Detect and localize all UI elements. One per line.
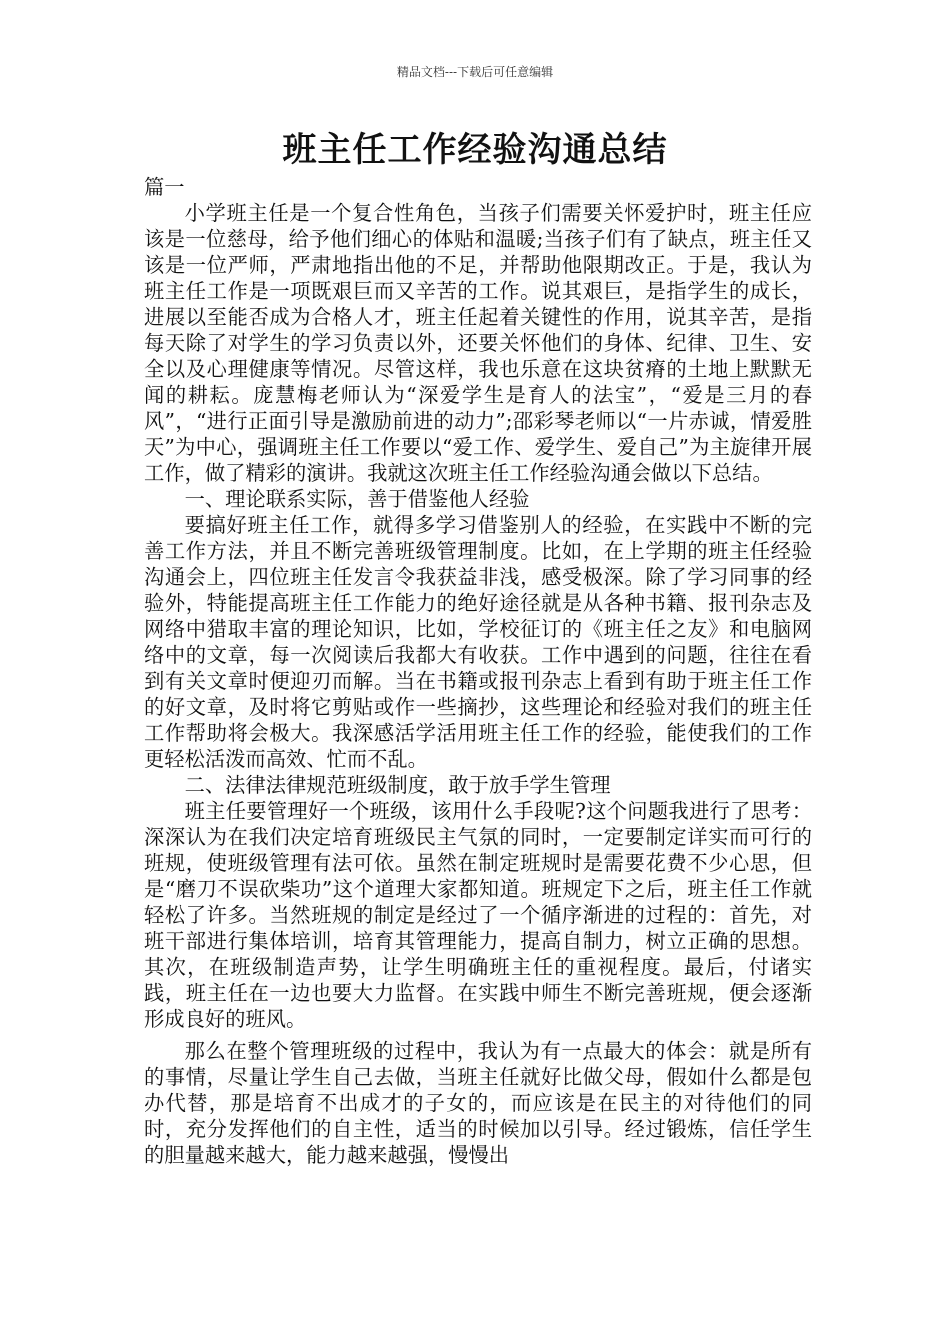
section-heading-2: 二、法律法律规范班级制度，敢于放手学生管理: [184, 773, 611, 797]
body-paragraph-2: 班主任要管理好一个班级，该用什么手段呢?这个问题我进行了思考：深深认为在我们决定培育班级民主气氛的同时，一定要制定详实而可行的班规，使班级管理有法可依。虽然在制定班规时是需要花费不少心思，但是“磨刀不误砍柴功”这个道理大家都知道。班规定下之后，班主任工作就轻松了许多。当然班规的制定是经过了一个循序渐进的过程的：首先，对班干部进行集体培训，培育其管理能力，提高自制力，树立正确的思想。其次，在班级制造声势，让学生明确班主任的重视程度。最后，付诸实践，班主任在一边也要大力监督。在实践中师生不断完善班规，便会逐渐形成良好的班风。: [144, 799, 812, 1031]
section-label: 篇一: [144, 175, 185, 199]
intro-paragraph: 小学班主任是一个复合性角色，当孩子们需要关怀爱护时，班主任应该是一位慈母，给予他们细心的体贴和温暖;当孩子们有了缺点，班主任又该是一位严师，严肃地指出他的不足，并帮助他限期改正。于是，我认为班主任工作是一项既艰巨而又辛苦的工作。说其艰巨，是指学生的成长，进展以至能否成为合格人才，班主任起着关键性的作用，说其辛苦，是指每天除了对学生的学习负责以外，还要关怀他们的身体、纪律、卫生、安全以及心理健康等情况。尽管这样，我也乐意在这块贫瘠的土地上默默无闻的耕耘。庞慧梅老师认为“深爱学生是育人的法宝”，“爱是三月的春风”，“进行正面引导是激励前进的动力”;邵彩琴老师以“一片赤诚，情爱胜天”为中心，强调班主任工作要以“爱工作、爱学生、爱自己”为主旋律开展工作，做了精彩的演讲。我就这次班主任工作经验沟通会做以下总结。: [144, 201, 812, 485]
body-paragraph-1: 要搞好班主任工作，就得多学习借鉴别人的经验，在实践中不断的完善工作方法，并且不断完善班级管理制度。比如，在上学期的班主任经验沟通会上，四位班主任发言令我获益非浅，感受极深。除了学习同事的经验外，特能提高班主任工作能力的绝好途径就是从各种书籍、报刊杂志及网络中猎取丰富的理论知识，比如，学校征订的《班主任之友》和电脑网络中的文章，每一次阅读后我都大有收获。工作中遇到的问题，往往在看到有关文章时便迎刃而解。当在书籍或报刊杂志上看到有助于班主任工作的好文章，及时将它剪贴或作一些摘抄，这些理论和经验对我们的班主任工作帮助将会极大。我深感活学活用班主任工作的经验，能使我们的工作更轻松活泼而高效、忙而不乱。: [144, 513, 812, 771]
document-title: 班主任工作经验沟通总结: [282, 130, 668, 170]
page-header: 精品文档---下载后可任意编辑: [396, 65, 554, 79]
body-paragraph-3: 那么在整个管理班级的过程中，我认为有一点最大的体会：就是所有的事情，尽量让学生自己去做，当班主任就好比做父母，假如什么都是包办代替，那是培育不出成才的子女的，而应该是在民主的对待他们的同时，充分发挥他们的自主性，适当的时候加以引导。经过锻炼，信任学生的胆量越来越大，能力越来越强，慢慢出: [144, 1039, 812, 1167]
document-body: [144, 174, 812, 1168]
section-heading-1: 一、理论联系实际，善于借鉴他人经验: [184, 487, 530, 511]
